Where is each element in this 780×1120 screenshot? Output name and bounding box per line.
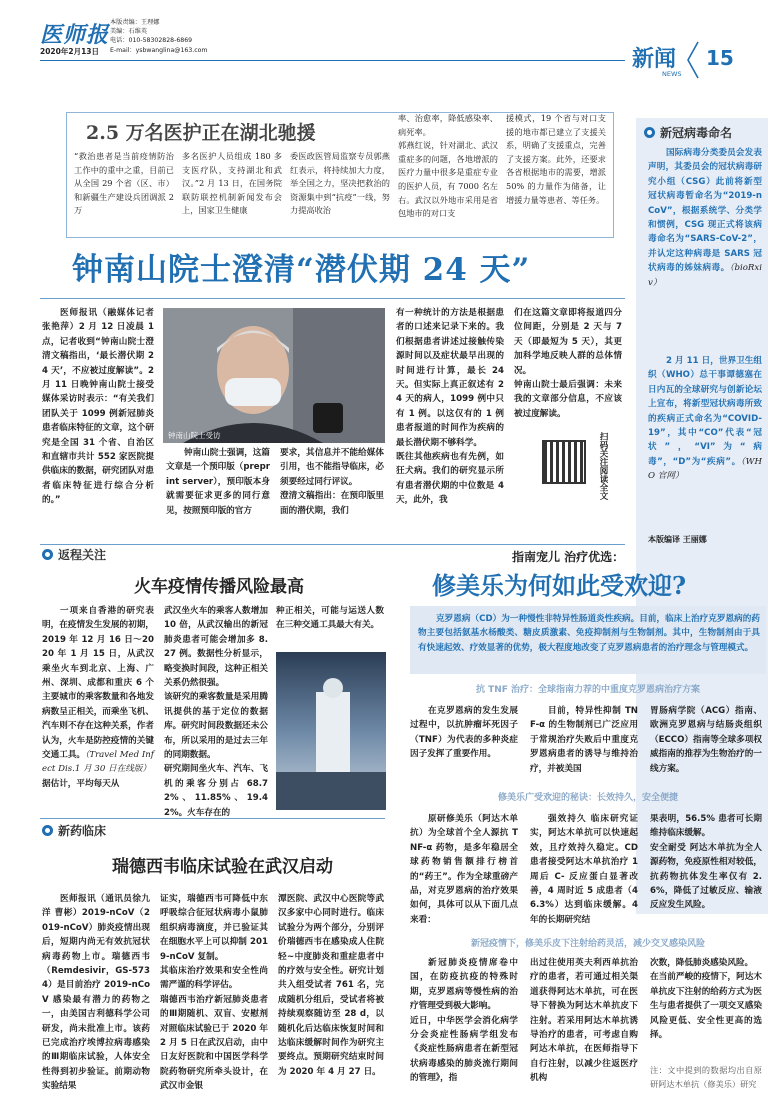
credit-editor: 本版责编：王理娜 [110,19,160,26]
top-story-col1: “救治患者是当前疫情防治工作中的重中之重，目前已从全国 29 个省（区、市）和新疆生产建设兵团调派 2 万 [74,151,174,216]
masthead-credits [110,18,250,55]
ibd-s3-col3: 次数，降低肺炎感染风险。 在当前严峻的疫情下，阿达木单抗皮下注射的给药方式为医生与患者提供了一项交叉感染风险更低、安全性更高的选择。 [650,958,762,1041]
train-section-text: 返程关注 [58,548,107,562]
ibd-sub1-heading: 抗 TNF 治疗：全球指南力荐的中重度克罗恩病治疗方案 [475,685,701,695]
train-col2: 武汉坐火车的乘客人数增加 10 倍，从武汉输出的新冠肺炎患者可能会增加多 8.27 例。数据性分析显示，略变换时间段，这种正相关关系仍然很强。 该研究的乘客数量是采用腾讯提供的基于定位的数据库。研究时间段数据还未公布，所以采用的是过去三年的同期数据。 研究期间坐火车、汽车、飞机的乘客分别占 68.72%、11.85%、19.42%。火车存在的 [164,606,268,818]
top-story-headline: 2.5 万名医护正在湖北驰援 [86,122,316,144]
chevron-left-icon [686,40,700,80]
train-col1-text: 一项来自香港的研究表明，在疫情发生发展的初期，2019 年 12 月 16 日～2020 年 1 月 15 日，从武汉乘坐火车到北京、上海、广州、深圳、成都和重庆 6 个主要城市的乘客数量和各地发病数呈正相关，而乘坐飞机、汽车则不存在这种关系，作者认为，火车是防控疫情的关键交通工具。 [42,606,154,761]
ibd-s2-col2: 强效持久 临床研究证实，阿达木单抗可以快速起效，且疗效持久稳定。CD 患者接受阿达木单抗治疗 1 周后 C- 反应蛋白显著改善，4 周时近 5 成患者（46.3%）达到临床缓解。4 年的长期研究结 [530,814,638,925]
top-story-col2: 多名医护人员组成 180 多支医疗队，支持湖北和武汉。”2 月 13 日，在国务院联防联控机制新闻发布会上，国家卫生健康 [182,151,282,216]
section-name-en: NEWS [662,70,682,78]
train-photo [276,652,386,810]
ibd-sub2-heading: 修美乐广受欢迎的秘诀：长效持久，安全便捷 [497,793,678,803]
remdesivir-section-text: 新药临床 [58,824,107,838]
issue-date: 2020年2月13日 [40,47,100,56]
remdesivir-col3: 潭医院、武汉中心医院等武汉多家中心同时进行。临床试验分为两个部分，分别评价瑞德西韦在感染成人住院轻~中度肺炎和重症患者中的疗效与安全性。研究计划共入组受试者 761 名，完成随机分组后，受试者将被持续观察随访至 28 d，以随机化后达临床恢复时间和达临床缓解时间作为研究主要终点。预期研究结束时间为 2020 年 4 月 27 日。 [278,894,384,1077]
train-col3: 种正相关，可能与运送人数在三种交通工具最大有关。 [276,606,384,631]
sidebar-para-1-source: （bioRxiv） [648,263,762,288]
ibd-s3-col2: 出过往使用英夫利西单抗治疗的患者，若可通过相关渠道获得阿达木单抗，可在医导下替换为阿达木单抗皮下注射。若采用阿达木单抗诱导治疗的患者，可考虑自购阿达木单抗，在医师指导下自行注射，以减少往返医疗机构 [530,958,638,1084]
remdesivir-headline: 瑞德西韦临床试验在武汉启动 [112,857,333,877]
section-bullet-icon [42,549,53,560]
train-headline: 火车疫情传播风险最高 [134,577,304,597]
ibd-s2-col3: 果表明，56.5% 患者可长期维持临床缓解。 安全耐受 阿达木单抗为全人源药物，免疫原性相对较低，抗药物抗体发生率仅有 2.6%，降低了过敏反应、输液反应发生风险。 [650,814,762,911]
ibd-sub3-heading: 新冠疫情下，修美乐皮下注射给药灵活，减少交叉感染风险 [470,939,705,949]
top-story-col5: 援模式，19 个省与对口支援的地市都已建立了支援关系，明确了支援重点，完善了支援方案。此外，还要求各省根据地市的需要，增派 50% 的力量作为储备，让增援力量等患者、等任务。 [506,113,606,205]
zhong-headline: 钟南山院士澄清“潜伏期 24 天” [72,252,531,288]
sidebar-para-2-text: 2 月 11 日，世界卫生组织（WHO）总干事谭德塞在日内瓦的全球研究与创新论坛上宣布，将新型冠状病毒所致的疾病正式命名为“COVID-19”，其中“CO”代表“冠状”，“VI”为“病毒”，“D”为“疾病”。 [648,356,762,467]
ibd-s1-col3: 胃肠病学院（ACG）指南、欧洲克罗恩病与结肠炎组织（ECCO）指南等全球多项权威指南的推荐为生物治疗的一线方案。 [650,706,762,774]
top-story-col3: 委医政医管局监察专员郭燕红表示，将持续加大力度，举全国之力，坚决把救治的资源集中到“抗疫”一线，努力提高收治 [290,151,390,216]
credit-phone: 电话：010-58302828-6869 [110,37,193,45]
page-number: 15 [706,46,734,70]
sidebar-editor-credit: 本版编译 王丽娜 [648,535,707,544]
zhong-col4: 有一种统计的方法是根据患者的口述来记录下来的。我们根据患者讲述过接触传染源时间以及症状最早出现的时间进行计算，最长 24 天。但实际上真正叙述有 24 天的病人，1099 例中只有 1 例。以这仅有的 1 例患者报道的时间作为疾病的最长潜伏期不够科学。 既往其他疾病也有先例，如狂犬病。我们的研究显示所有患者潜伏期的中位数是 4 天，此外，我 [396,308,504,506]
top-story-col4: 率、治愈率，降低感染率、病死率。 郭燕红说，针对湖北、武汉重症多的问题，各地增派的医疗力量中很多是重症专业的医护人员，有 7000 名左右。武汉以外地市采用是省包地市的对口支 [398,113,498,219]
qr-label: 扫码关注阅读全文 [598,432,608,500]
ibd-s3-col1: 新冠肺炎疫情席卷中国，在防疫抗疫的特殊时期，克罗恩病等慢性病的治疗管理受到极大影响。 近日，中华医学会消化病学分会炎症性肠病学组发布《炎症性肠病患者在新型冠状病毒感染的肺炎流行期间的管理》，指 [410,958,518,1084]
ibd-s1-col2: 目前，特异性抑制 TNF-α 的生物制剂已广泛应用于常规治疗失败后中重度克罗恩病患者的诱导与维持治疗，并被美国 [530,706,638,774]
remdesivir-section-label [42,822,106,839]
ibd-data-note: 注：文中提到的数据均出自原研阿达木单抗（修美乐）研究 [650,1065,762,1089]
sidebar-para-2 [648,354,762,484]
sidebar-para-2-source: （WHO 官网） [648,456,763,482]
sidebar-title: 新冠病毒命名 [660,126,733,140]
credit-designer: 美编：石维英 [110,28,148,36]
train-section-label [42,546,106,563]
portrait-image [163,308,385,443]
ibd-kicker: 指南宠儿 治疗优选： [512,550,625,564]
zhong-col3: 要求，其信息并不能给媒体引用，也不能指导临床，必须要经过同行评议。 澄清文稿指出：在预印版里面的潜伏期，我们 [280,448,384,516]
credit-email: E-mail：ysbwanglina@163.com [110,46,208,54]
ibd-s2-col1: 原研修美乐（阿达木单抗）为全球首个全人源抗 TNF-α 药物，是多年稳居全球药物销售额排行榜首的“药王”。作为全球重磅产品，对克罗恩病的治疗效果如何，具体可以从下面几点来看： [410,814,518,925]
photo-caption: 钟南山院士受访 [168,431,221,440]
masthead-logo: 医师报 [40,22,110,48]
zhong-col1: 医师报讯（融媒体记者 张艳萍）2 月 12 日凌晨 1 点，记者收到“钟南山院士澄清文稿指出，‘最长潜伏期 24 天’，不应被过度解读”。2 月 11 日晚钟南山院士接受媒体采访时表示：“有关我们团队关于 1099 例新冠肺炎患者临床特征的文章，这个研究是全国 31 个省、自治区和直辖市共计 552 家医院提供临床的数据，研究团队对患者临床特征进行综合分析的。” [42,308,154,506]
train-interior-image [276,652,386,810]
train-col1 [42,604,154,791]
section-name: 新闻 [632,46,677,72]
ibd-intro: 克罗恩病（CD）为一种慢性非特异性肠道炎性疾病。目前，临床上治疗克罗恩病的药物主要包括氨基水杨酸类、糖皮质激素、免疫抑制剂与生物制剂。其中，生物制剂由于具有快速起效、疗效显著的优势，极大程度地改变了克罗恩病患者的治疗理念与管理模式。 [418,614,760,653]
remdesivir-col2: 证实，瑞德西韦可降低中东呼吸综合征冠状病毒小鼠肺组织病毒滴度，并已验证其在细胞水平上可以抑制 2019-nCoV 复制。 其临床治疗效果和安全性尚需严谨的科学评估。 瑞德西韦治疗新冠肺炎患者的Ⅲ期随机、双盲、安慰剂对照临床试验已于 2020 年 2 月 5 日在武汉启动，由中日友好医院和中国医学科学院药物研究所牵头设计，在武汉市金银 [160,894,268,1092]
sidebar-para-1-text: 国际病毒分类委员会发表声明，其委员会的冠状病毒研究小组（CSG）此前将新型冠状病毒暂命名为“2019-nCoV”，根据系统学、分类学和惯例，CSG 现正式将该病毒命名为“SARS-CoV-2”，并认定这种病毒是 SARS 冠状病毒的姊妹病毒。 [648,148,762,274]
ibd-s1-col1: 在克罗恩病的发生发展过程中，以抗肿瘤坏死因子（TNF）为代表的多种炎症因子发挥了重要作用。 [410,706,518,760]
sidebar-para-1 [648,146,762,290]
train-col1-source: （Travel Med Infect Dis.1 月 30 日在线版） [42,750,154,775]
zhong-photo [163,308,385,443]
section-bullet-icon [644,127,655,138]
qr-code[interactable] [542,440,586,484]
remdesivir-col1: 医师报讯（通讯员徐九洋 曹彬）2019-nCoV（2019-nCoV）肺炎疫情出现后，短期内尚无有效抗冠状病毒药物上市。瑞德西韦（Remdesivir，GS-5734）是目前治疗 2019-nCoV 感染最有潜力的药物之一，由美国吉利德科学公司研发，尚未批准上市。该药已完成治疗埃博拉病毒感染的Ⅲ期临床试验，人体安全性得到初步验证。前期动物实验结果 [42,894,150,1092]
train-col1-continued: 据估计，平均每天从 [42,778,120,789]
ibd-headline: 修美乐为何如此受欢迎? [432,571,687,600]
zhong-col5: 们在这篇文章即将报道四分位间距，分别是 2 天与 7 天（即最短为 5 天），其更加科学地反映人群的总体情况。 钟南山院士最后强调：未来我的文章部分信息，不应该被过度解读。 [514,308,622,419]
zhong-col2: 钟南山院士强调，这篇文章是一个预印版（preprint server），预印版本身就需要征求更多的同行意见，按照预印版的官方 [166,448,270,516]
sidebar-heading [644,124,732,141]
section-bullet-icon [42,825,53,836]
